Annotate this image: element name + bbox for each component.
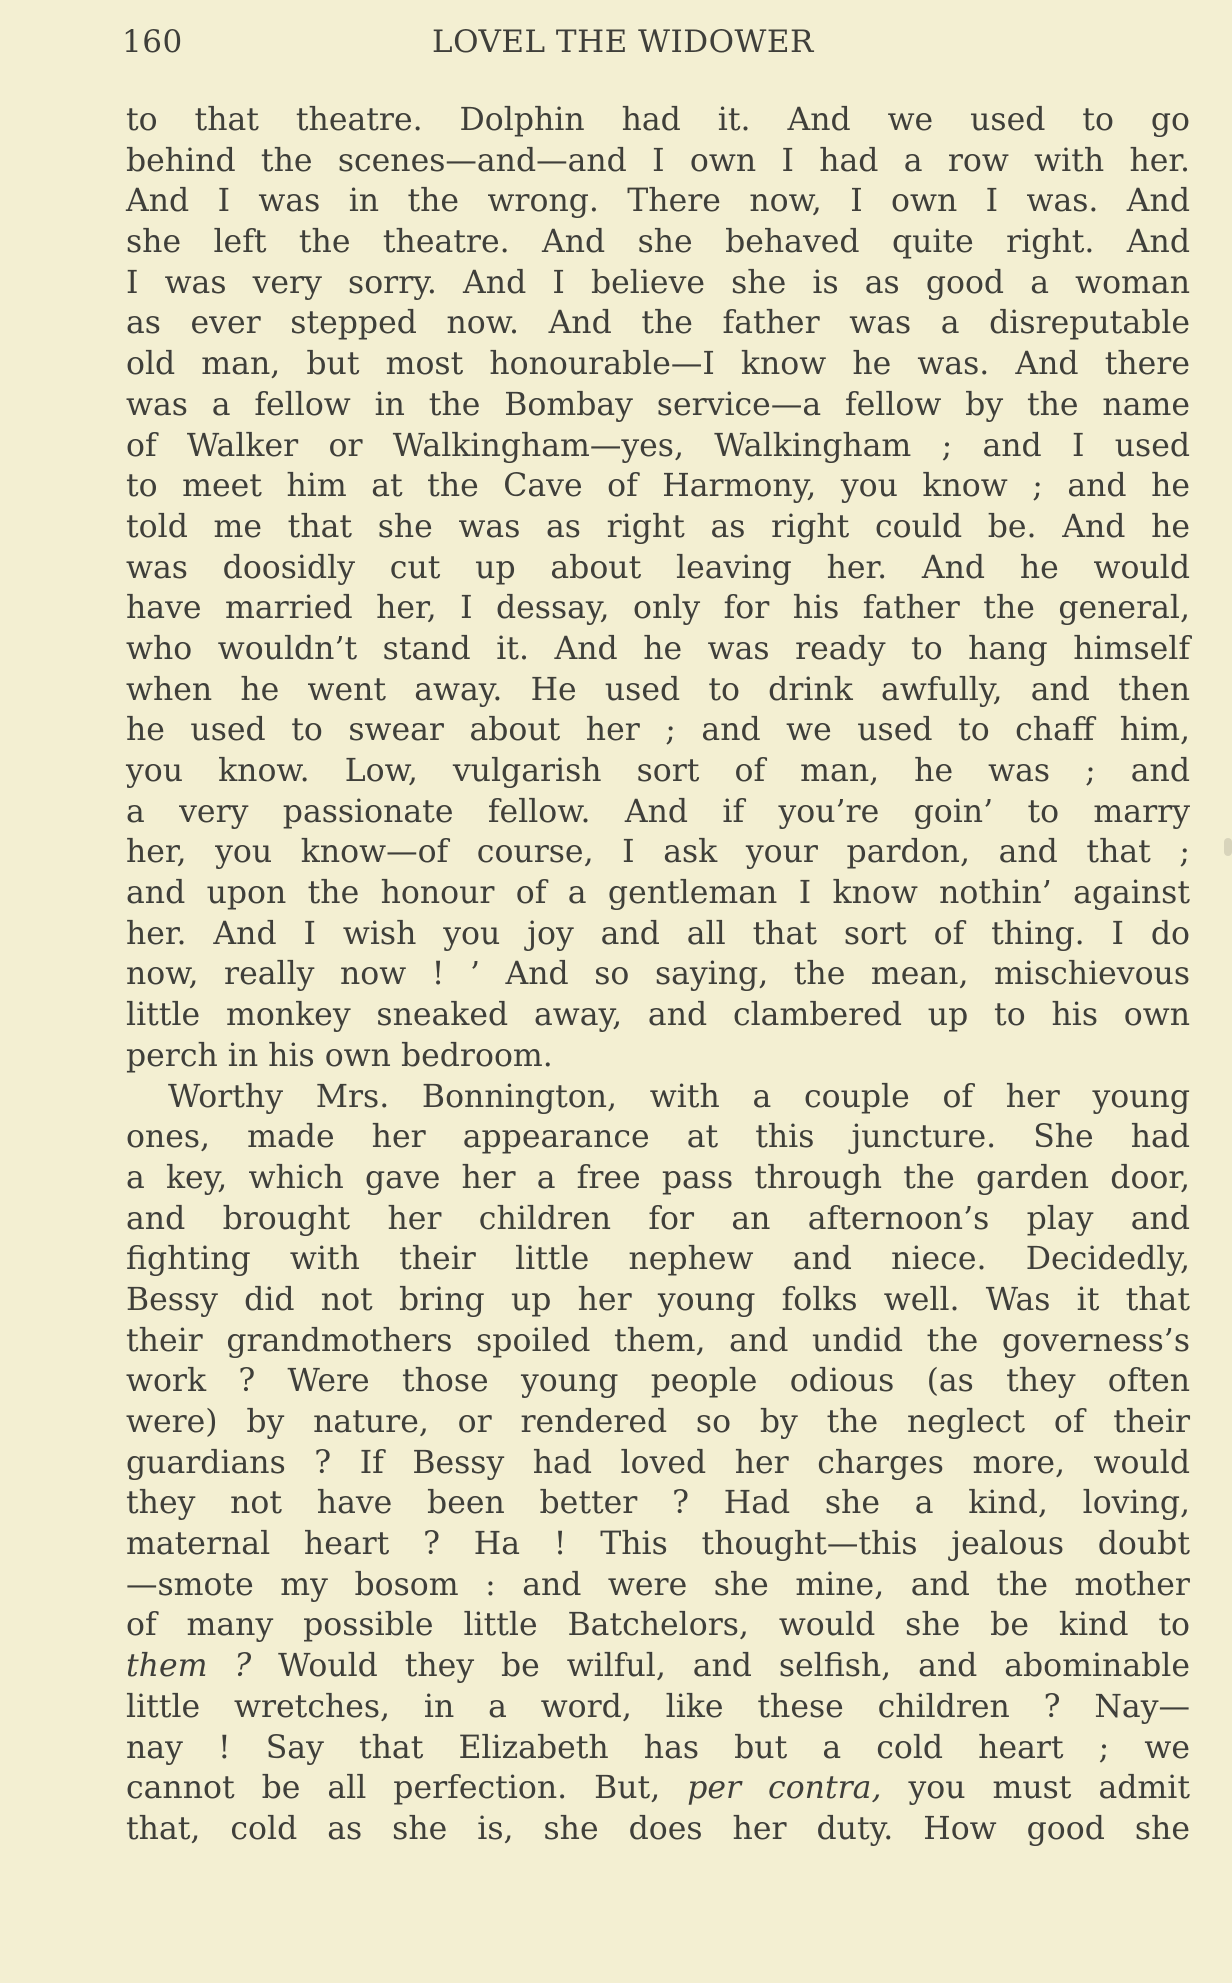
- line-text: as ever stepped now. And the father was a disreputable: [126, 305, 1190, 342]
- line-text: her. And I wish you joy and all that sort of thing. I do: [126, 915, 1190, 952]
- line-text: old man, but most honourable—I know he was. And there: [126, 346, 1190, 383]
- text-line: [126, 954, 1190, 995]
- line-text: nay ! Say that Elizabeth has but a cold heart ; we: [126, 1729, 1190, 1766]
- line-text: of many possible little Batchelors, would she be kind to: [126, 1607, 1190, 1644]
- text-line: [126, 222, 1190, 263]
- text-line: [126, 670, 1190, 711]
- text-line: [126, 914, 1190, 955]
- line-text: she left the theatre. And she behaved quite right. And: [126, 224, 1190, 261]
- text-line: [126, 1443, 1190, 1484]
- line-text: were) by nature, or rendered so by the neglect of their: [126, 1404, 1190, 1440]
- text-line: [126, 181, 1190, 222]
- line-text: —smote my bosom : and were she mine, and the mother: [126, 1566, 1190, 1603]
- italic-text: them ?: [126, 1648, 252, 1685]
- text-line: [126, 1524, 1190, 1565]
- text-line: [126, 344, 1190, 385]
- text-line: [126, 141, 1190, 182]
- line-text: they not have been better ? Had she a kind, loving,: [126, 1485, 1190, 1522]
- text-line: [126, 303, 1190, 344]
- line-text: maternal heart ? Ha ! This thought—this jealous doubt: [126, 1526, 1190, 1563]
- line-text: cannot be all perfection. But,: [126, 1770, 688, 1807]
- line-text: her, you know—of course, I ask your pardon, and that ;: [126, 834, 1190, 871]
- text-line: [126, 548, 1190, 589]
- text-line: [126, 1239, 1190, 1280]
- text-line: [126, 1809, 1190, 1850]
- text-line: [126, 1199, 1190, 1240]
- body-text: [126, 100, 1190, 1850]
- line-text: of Walker or Walkingham—yes, Walkingham ; and I used: [126, 427, 1190, 464]
- line-text: I was very sorry. And I believe she is as good a woman: [126, 264, 1190, 301]
- italic-text: per contra,: [687, 1770, 882, 1807]
- line-text: their grandmothers spoiled them, and undid the governess’s: [126, 1322, 1190, 1359]
- text-line: [126, 426, 1190, 467]
- scan-speck: [1224, 838, 1232, 856]
- line-text: when he went away. He used to drink awfully, and then: [126, 671, 1190, 708]
- line-text: a very passionate fellow. And if you’re goin’ to marry: [126, 793, 1190, 830]
- text-line: [126, 1077, 1190, 1118]
- line-text: you must admit: [881, 1770, 1190, 1807]
- line-text: work ? Were those young people odious (as they often: [126, 1363, 1190, 1400]
- line-text: and brought her children for an afternoon’s play and: [126, 1200, 1190, 1237]
- text-line: [126, 1158, 1190, 1199]
- text-line: [126, 466, 1190, 507]
- line-text: Bessy did not bring up her young folks well. Was it that: [126, 1281, 1190, 1318]
- text-line: [126, 1402, 1190, 1443]
- text-line: [126, 1117, 1190, 1158]
- page-number: 160: [122, 24, 183, 60]
- line-text: ones, made her appearance at this juncture. She had: [126, 1119, 1190, 1156]
- line-text: now, really now ! ’ And so saying, the mean, mischievous: [126, 956, 1190, 993]
- line-text: And I was in the wrong. There now, I own I was. And: [126, 183, 1190, 220]
- text-line: [126, 1605, 1190, 1646]
- line-text: little monkey sneaked away, and clambered up to his own: [126, 997, 1190, 1034]
- text-line: [126, 1321, 1190, 1362]
- line-text: have married her, I dessay, only for his father the general,: [126, 590, 1190, 627]
- text-line: [126, 1361, 1190, 1402]
- text-line: [126, 1280, 1190, 1321]
- line-text: he used to swear about her ; and we used to chaff him,: [126, 712, 1190, 749]
- line-text: told me that she was as right as right could be. And he: [126, 508, 1190, 545]
- text-line: [126, 873, 1190, 914]
- line-text: little wretches, in a word, like these children ? Nay—: [126, 1688, 1190, 1725]
- line-text: who wouldn’t stand it. And he was ready to hang himself: [126, 630, 1190, 667]
- line-text: guardians ? If Bessy had loved her charges more, would: [126, 1444, 1190, 1481]
- line-text: perch in his own bedroom.: [126, 1037, 553, 1074]
- line-text: that, cold as she is, she does her duty. How good she: [126, 1810, 1190, 1847]
- text-line: [126, 507, 1190, 548]
- text-line: [126, 1687, 1190, 1728]
- line-text: and upon the honour of a gentleman I know nothin’ against: [126, 875, 1190, 912]
- running-title: LOVEL THE WIDOWER: [432, 24, 814, 60]
- text-line: [126, 629, 1190, 670]
- line-text: to meet him at the Cave of Harmony, you know ; and he: [126, 468, 1190, 505]
- text-line: [126, 710, 1190, 751]
- text-line: [126, 588, 1190, 629]
- text-line: [126, 100, 1190, 141]
- line-text: you know. Low, vulgarish sort of man, he was ; and: [126, 753, 1190, 789]
- text-line: [126, 751, 1190, 792]
- text-line: [126, 263, 1190, 304]
- text-line: [126, 385, 1190, 426]
- line-text: Would they be wilful, and selfish, and abominable: [251, 1648, 1190, 1685]
- line-text: was a fellow in the Bombay service—a fellow by the name: [126, 386, 1190, 423]
- text-line: [126, 1646, 1190, 1687]
- text-line: [126, 1483, 1190, 1524]
- line-text: to that theatre. Dolphin had it. And we used to go: [126, 102, 1190, 138]
- line-text: fighting with their little nephew and niece. Decidedly,: [126, 1241, 1190, 1278]
- text-line: [126, 1036, 1190, 1077]
- text-line: [126, 1768, 1190, 1809]
- text-line: [126, 995, 1190, 1036]
- text-line: [126, 792, 1190, 833]
- line-text: was doosidly cut up about leaving her. And he would: [126, 549, 1190, 586]
- text-line: [126, 1565, 1190, 1606]
- line-text: behind the scenes—and—and I own I had a row with her.: [126, 142, 1190, 179]
- line-text: a key, which gave her a free pass through the garden door,: [126, 1159, 1190, 1196]
- text-line: [126, 832, 1190, 873]
- page-header: [122, 24, 1192, 74]
- line-text: Worthy Mrs. Bonnington, with a couple of her young: [168, 1078, 1190, 1115]
- text-line: [126, 1728, 1190, 1769]
